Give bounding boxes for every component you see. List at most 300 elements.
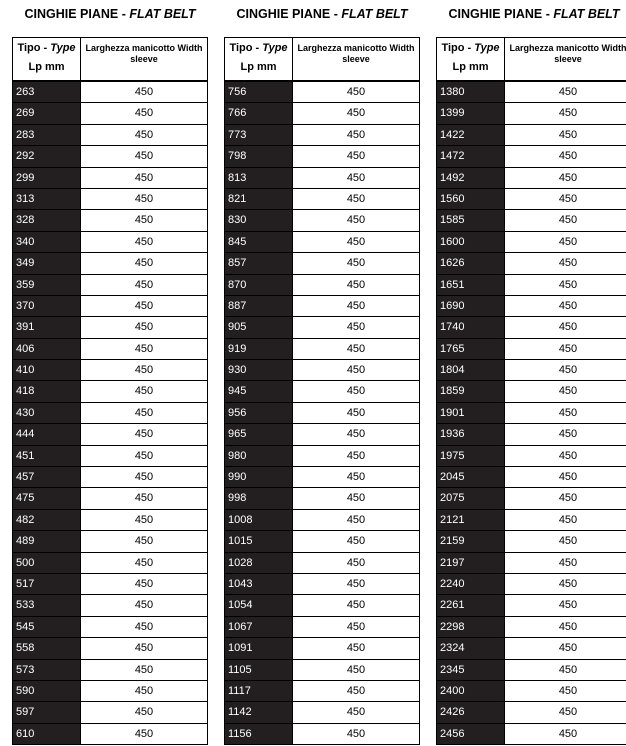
- sleeve-width-cell: 450: [558, 706, 578, 719]
- table-row: [437, 103, 626, 124]
- sleeve-width-cell: 450: [558, 235, 578, 248]
- belt-length-cell: 1156: [225, 724, 293, 744]
- sleeve-width-cell: 450: [346, 214, 366, 227]
- sleeve-width-cell: 450: [558, 556, 578, 569]
- sleeve-width-cell: 450: [558, 492, 578, 505]
- sleeve-width-cell: 450: [134, 128, 154, 141]
- table-row: [13, 275, 207, 296]
- belt-length-cell: 1422: [437, 125, 505, 145]
- sleeve-width-cell: 450: [134, 257, 154, 270]
- sleeve-width-cell: 450: [558, 342, 578, 355]
- belt-length-cell: 1117: [225, 681, 293, 701]
- belt-length-cell: 1651: [437, 275, 505, 295]
- belt-length-cell: 2261: [437, 595, 505, 615]
- table-row: [437, 510, 626, 531]
- column-title-main: CINGHIE PIANE -: [448, 7, 554, 21]
- belt-length-cell: 1936: [437, 424, 505, 444]
- sleeve-width-cell: 450: [558, 257, 578, 270]
- header-width: Larghezza manicotto Width sleeve: [297, 43, 415, 64]
- sleeve-width-cell: 450: [134, 428, 154, 441]
- table-row: [437, 403, 626, 424]
- sleeve-width-cell: 450: [346, 663, 366, 676]
- belt-length-cell: 451: [13, 446, 81, 466]
- table-row: [437, 360, 626, 381]
- belt-length-cell: 430: [13, 403, 81, 423]
- sleeve-width-cell: 450: [134, 556, 154, 569]
- sleeve-width-cell: 450: [134, 599, 154, 612]
- table-row: [225, 617, 419, 638]
- table-row: [437, 553, 626, 574]
- sleeve-width-cell: 450: [558, 192, 578, 205]
- sleeve-width-cell: 450: [346, 513, 366, 526]
- sleeve-width-cell: 450: [558, 428, 578, 441]
- sleeve-width-cell: 450: [346, 321, 366, 334]
- table-row: [13, 638, 207, 659]
- table-row: [13, 681, 207, 702]
- belt-length-cell: 263: [13, 82, 81, 102]
- table-row: [13, 253, 207, 274]
- column-title-em: FLAT BELT: [129, 7, 196, 21]
- belt-table: [12, 37, 208, 745]
- belt-length-cell: 444: [13, 424, 81, 444]
- sleeve-width-cell: 450: [346, 449, 366, 462]
- sleeve-width-cell: 450: [346, 192, 366, 205]
- sleeve-width-cell: 450: [558, 321, 578, 334]
- belt-length-cell: 1472: [437, 146, 505, 166]
- belt-length-cell: 1054: [225, 595, 293, 615]
- table-header: [225, 38, 419, 82]
- table-row: [225, 595, 419, 616]
- table-row: [225, 702, 419, 723]
- table-row: [437, 189, 626, 210]
- table-row: [437, 317, 626, 338]
- belt-length-cell: 1975: [437, 446, 505, 466]
- belt-length-cell: 919: [225, 339, 293, 359]
- sleeve-width-cell: 450: [134, 342, 154, 355]
- sleeve-width-cell: 450: [134, 321, 154, 334]
- belt-length-cell: 1492: [437, 168, 505, 188]
- table-row: [437, 125, 626, 146]
- belt-length-cell: 756: [225, 82, 293, 102]
- sleeve-width-cell: 450: [558, 471, 578, 484]
- sleeve-width-cell: 450: [346, 706, 366, 719]
- sleeve-width-cell: 450: [346, 299, 366, 312]
- sleeve-width-cell: 450: [346, 556, 366, 569]
- table-row: [13, 381, 207, 402]
- table-row: [225, 232, 419, 253]
- table-row: [225, 638, 419, 659]
- belt-length-cell: 457: [13, 467, 81, 487]
- sleeve-width-cell: 450: [346, 171, 366, 184]
- sleeve-width-cell: 450: [346, 235, 366, 248]
- belt-length-cell: 406: [13, 339, 81, 359]
- header-type: [225, 38, 293, 80]
- table-row: [225, 660, 419, 681]
- sleeve-width-cell: 450: [134, 577, 154, 590]
- belt-length-cell: 292: [13, 146, 81, 166]
- table-row: [13, 446, 207, 467]
- column-title: [436, 0, 626, 26]
- table-row: [13, 82, 207, 103]
- table-row: [13, 488, 207, 509]
- belt-length-cell: 1091: [225, 638, 293, 658]
- belt-length-cell: 2075: [437, 488, 505, 508]
- sleeve-width-cell: 450: [346, 406, 366, 419]
- table-row: [225, 296, 419, 317]
- belt-length-cell: 517: [13, 574, 81, 594]
- sleeve-width-cell: 450: [134, 706, 154, 719]
- sleeve-width-cell: 450: [558, 684, 578, 697]
- table-row: [13, 168, 207, 189]
- belt-length-cell: 2426: [437, 702, 505, 722]
- table-row: [437, 82, 626, 103]
- table-row: [13, 553, 207, 574]
- sleeve-width-cell: 450: [346, 428, 366, 441]
- belt-length-cell: 1804: [437, 360, 505, 380]
- belt-length-cell: 573: [13, 660, 81, 680]
- belt-length-cell: 1765: [437, 339, 505, 359]
- sleeve-width-cell: 450: [134, 663, 154, 676]
- belt-length-cell: 798: [225, 146, 293, 166]
- header-type-em: Type: [50, 42, 76, 54]
- table-row: [437, 638, 626, 659]
- belt-length-cell: 2121: [437, 510, 505, 530]
- sleeve-width-cell: 450: [558, 599, 578, 612]
- belt-length-cell: 299: [13, 168, 81, 188]
- belt-length-cell: 773: [225, 125, 293, 145]
- belt-column-3: [436, 0, 626, 745]
- table-row: [225, 168, 419, 189]
- sleeve-width-cell: 450: [558, 663, 578, 676]
- sleeve-width-cell: 450: [134, 684, 154, 697]
- table-header: [13, 38, 207, 82]
- sleeve-width-cell: 450: [134, 406, 154, 419]
- belt-length-cell: 545: [13, 617, 81, 637]
- table-row: [225, 467, 419, 488]
- belt-length-cell: 482: [13, 510, 81, 530]
- belt-length-cell: 1067: [225, 617, 293, 637]
- table-row: [437, 168, 626, 189]
- belt-length-cell: 1560: [437, 189, 505, 209]
- belt-length-cell: 980: [225, 446, 293, 466]
- belt-length-cell: 349: [13, 253, 81, 273]
- table-row: [225, 189, 419, 210]
- sleeve-width-cell: 450: [346, 535, 366, 548]
- table-row: [225, 488, 419, 509]
- sleeve-width-cell: 450: [346, 278, 366, 291]
- belt-length-cell: 1626: [437, 253, 505, 273]
- sleeve-width-cell: 450: [346, 684, 366, 697]
- sleeve-width-cell: 450: [346, 342, 366, 355]
- belt-length-cell: 1015: [225, 531, 293, 551]
- table-row: [13, 189, 207, 210]
- belt-length-cell: 830: [225, 210, 293, 230]
- table-row: [437, 210, 626, 231]
- table-row: [13, 232, 207, 253]
- sleeve-width-cell: 450: [558, 86, 578, 98]
- table-row: [225, 125, 419, 146]
- belt-length-cell: 1142: [225, 702, 293, 722]
- sleeve-width-cell: 450: [134, 171, 154, 184]
- sleeve-width-cell: 450: [134, 385, 154, 398]
- table-row: [13, 317, 207, 338]
- table-row: [13, 296, 207, 317]
- sleeve-width-cell: 450: [346, 492, 366, 505]
- belt-length-cell: 1585: [437, 210, 505, 230]
- sleeve-width-cell: 450: [134, 278, 154, 291]
- sleeve-width-cell: 450: [558, 107, 578, 120]
- table-row: [437, 146, 626, 167]
- table-row: [225, 403, 419, 424]
- table-row: [437, 424, 626, 445]
- belt-length-cell: 1690: [437, 296, 505, 316]
- belt-length-cell: 370: [13, 296, 81, 316]
- table-row: [13, 724, 207, 745]
- sleeve-width-cell: 450: [558, 171, 578, 184]
- table-row: [437, 232, 626, 253]
- table-row: [225, 381, 419, 402]
- belt-length-cell: 2240: [437, 574, 505, 594]
- table-row: [225, 510, 419, 531]
- belt-length-cell: 418: [13, 381, 81, 401]
- sleeve-width-cell: 450: [346, 385, 366, 398]
- sleeve-width-cell: 450: [134, 471, 154, 484]
- header-unit: Lp mm: [28, 61, 65, 73]
- header-type: [437, 38, 505, 80]
- belt-column-1: [12, 0, 208, 745]
- sleeve-width-cell: 450: [134, 86, 154, 98]
- table-row: [225, 553, 419, 574]
- sleeve-width-cell: 450: [134, 150, 154, 163]
- sleeve-width-cell: 450: [346, 577, 366, 590]
- table-row: [225, 531, 419, 552]
- belt-length-cell: 990: [225, 467, 293, 487]
- table-row: [13, 510, 207, 531]
- belt-length-cell: 590: [13, 681, 81, 701]
- header-width: Larghezza manicotto Width sleeve: [509, 43, 626, 64]
- belt-length-cell: 1105: [225, 660, 293, 680]
- sleeve-width-cell: 450: [558, 727, 578, 740]
- column-title-em: FLAT BELT: [553, 7, 620, 21]
- belt-length-cell: 845: [225, 232, 293, 252]
- table-row: [225, 681, 419, 702]
- belt-length-cell: 821: [225, 189, 293, 209]
- belt-length-cell: 1043: [225, 574, 293, 594]
- header-unit: Lp mm: [240, 61, 277, 73]
- table-row: [437, 617, 626, 638]
- sleeve-width-cell: 450: [558, 385, 578, 398]
- table-header: [437, 38, 626, 82]
- sleeve-width-cell: 450: [134, 192, 154, 205]
- belt-length-cell: 500: [13, 553, 81, 573]
- table-row: [13, 125, 207, 146]
- sleeve-width-cell: 450: [346, 642, 366, 655]
- header-type: [13, 38, 81, 80]
- table-row: [225, 146, 419, 167]
- sleeve-width-cell: 450: [346, 128, 366, 141]
- belt-length-cell: 2345: [437, 660, 505, 680]
- sleeve-width-cell: 450: [558, 449, 578, 462]
- belt-length-cell: 597: [13, 702, 81, 722]
- sleeve-width-cell: 450: [346, 620, 366, 633]
- table-row: [13, 210, 207, 231]
- table-row: [225, 339, 419, 360]
- sleeve-width-cell: 450: [134, 214, 154, 227]
- table-row: [13, 146, 207, 167]
- table-row: [13, 617, 207, 638]
- table-row: [437, 296, 626, 317]
- table-row: [13, 360, 207, 381]
- sleeve-width-cell: 450: [134, 513, 154, 526]
- column-title-main: CINGHIE PIANE -: [236, 7, 342, 21]
- sleeve-width-cell: 450: [134, 620, 154, 633]
- belt-length-cell: 965: [225, 424, 293, 444]
- belt-table: [224, 37, 420, 745]
- belt-length-cell: 857: [225, 253, 293, 273]
- belt-length-cell: 2159: [437, 531, 505, 551]
- table-row: [225, 210, 419, 231]
- header-width: Larghezza manicotto Width sleeve: [85, 43, 203, 64]
- header-unit: Lp mm: [452, 61, 489, 73]
- belt-length-cell: 2456: [437, 724, 505, 744]
- table-row: [13, 467, 207, 488]
- belt-length-cell: 410: [13, 360, 81, 380]
- column-title: [12, 0, 208, 26]
- belt-table: [436, 37, 626, 745]
- belt-length-cell: 766: [225, 103, 293, 123]
- sleeve-width-cell: 450: [134, 235, 154, 248]
- sleeve-width-cell: 450: [558, 299, 578, 312]
- belt-length-cell: 1028: [225, 553, 293, 573]
- table-row: [13, 531, 207, 552]
- belt-length-cell: 1008: [225, 510, 293, 530]
- belt-length-cell: 359: [13, 275, 81, 295]
- table-row: [13, 574, 207, 595]
- belt-length-cell: 905: [225, 317, 293, 337]
- belt-column-2: [224, 0, 420, 745]
- header-type-em: Type: [262, 42, 288, 54]
- table-row: [225, 317, 419, 338]
- table-row: [225, 275, 419, 296]
- sleeve-width-cell: 450: [134, 727, 154, 740]
- table-row: [13, 595, 207, 616]
- belt-length-cell: 475: [13, 488, 81, 508]
- belt-length-cell: 956: [225, 403, 293, 423]
- table-row: [225, 360, 419, 381]
- belt-length-cell: 1600: [437, 232, 505, 252]
- table-row: [225, 724, 419, 745]
- belt-length-cell: 1380: [437, 82, 505, 102]
- table-row: [437, 446, 626, 467]
- belt-length-cell: 1740: [437, 317, 505, 337]
- sleeve-width-cell: 450: [558, 128, 578, 141]
- table-row: [225, 82, 419, 103]
- belt-length-cell: 2045: [437, 467, 505, 487]
- table-row: [437, 595, 626, 616]
- belt-length-cell: 998: [225, 488, 293, 508]
- table-row: [437, 488, 626, 509]
- sleeve-width-cell: 450: [558, 513, 578, 526]
- column-title: [224, 0, 420, 26]
- table-row: [437, 275, 626, 296]
- table-row: [437, 702, 626, 723]
- belt-length-cell: 328: [13, 210, 81, 230]
- header-type-em: Type: [474, 42, 500, 54]
- table-row: [437, 467, 626, 488]
- belt-length-cell: 2324: [437, 638, 505, 658]
- sleeve-width-cell: 450: [346, 107, 366, 120]
- sleeve-width-cell: 450: [134, 449, 154, 462]
- belt-length-cell: 813: [225, 168, 293, 188]
- sleeve-width-cell: 450: [346, 257, 366, 270]
- header-type-label: Tipo -: [229, 42, 263, 54]
- sleeve-width-cell: 450: [134, 364, 154, 377]
- header-type-label: Tipo -: [441, 42, 475, 54]
- table-row: [437, 381, 626, 402]
- table-row: [437, 339, 626, 360]
- belt-length-cell: 945: [225, 381, 293, 401]
- sleeve-width-cell: 450: [558, 577, 578, 590]
- table-row: [437, 660, 626, 681]
- sleeve-width-cell: 450: [346, 727, 366, 740]
- belt-length-cell: 2400: [437, 681, 505, 701]
- belt-length-cell: 2298: [437, 617, 505, 637]
- sleeve-width-cell: 450: [558, 150, 578, 163]
- table-row: [225, 446, 419, 467]
- sleeve-width-cell: 450: [558, 620, 578, 633]
- column-title-main: CINGHIE PIANE -: [24, 7, 130, 21]
- table-row: [13, 403, 207, 424]
- sleeve-width-cell: 450: [558, 278, 578, 291]
- belt-length-cell: 558: [13, 638, 81, 658]
- sleeve-width-cell: 450: [134, 299, 154, 312]
- belt-length-cell: 1399: [437, 103, 505, 123]
- sleeve-width-cell: 450: [558, 642, 578, 655]
- belt-length-cell: 930: [225, 360, 293, 380]
- belt-length-cell: 870: [225, 275, 293, 295]
- belt-length-cell: 1859: [437, 381, 505, 401]
- header-type-label: Tipo -: [17, 42, 51, 54]
- table-row: [437, 724, 626, 745]
- belt-length-cell: 610: [13, 724, 81, 744]
- belt-length-cell: 340: [13, 232, 81, 252]
- belt-length-cell: 887: [225, 296, 293, 316]
- table-row: [13, 660, 207, 681]
- table-row: [13, 339, 207, 360]
- sleeve-width-cell: 450: [558, 406, 578, 419]
- table-row: [437, 681, 626, 702]
- table-row: [437, 574, 626, 595]
- belt-length-cell: 533: [13, 595, 81, 615]
- belt-length-cell: 313: [13, 189, 81, 209]
- belt-length-cell: 489: [13, 531, 81, 551]
- sleeve-width-cell: 450: [558, 535, 578, 548]
- sleeve-width-cell: 450: [346, 86, 366, 98]
- sleeve-width-cell: 450: [346, 150, 366, 163]
- table-row: [225, 574, 419, 595]
- sleeve-width-cell: 450: [346, 599, 366, 612]
- belt-length-cell: 283: [13, 125, 81, 145]
- belt-length-cell: 391: [13, 317, 81, 337]
- sleeve-width-cell: 450: [134, 535, 154, 548]
- table-row: [13, 424, 207, 445]
- sleeve-width-cell: 450: [134, 492, 154, 505]
- sleeve-width-cell: 450: [346, 364, 366, 377]
- sleeve-width-cell: 450: [134, 107, 154, 120]
- table-row: [13, 702, 207, 723]
- sleeve-width-cell: 450: [558, 214, 578, 227]
- table-row: [225, 424, 419, 445]
